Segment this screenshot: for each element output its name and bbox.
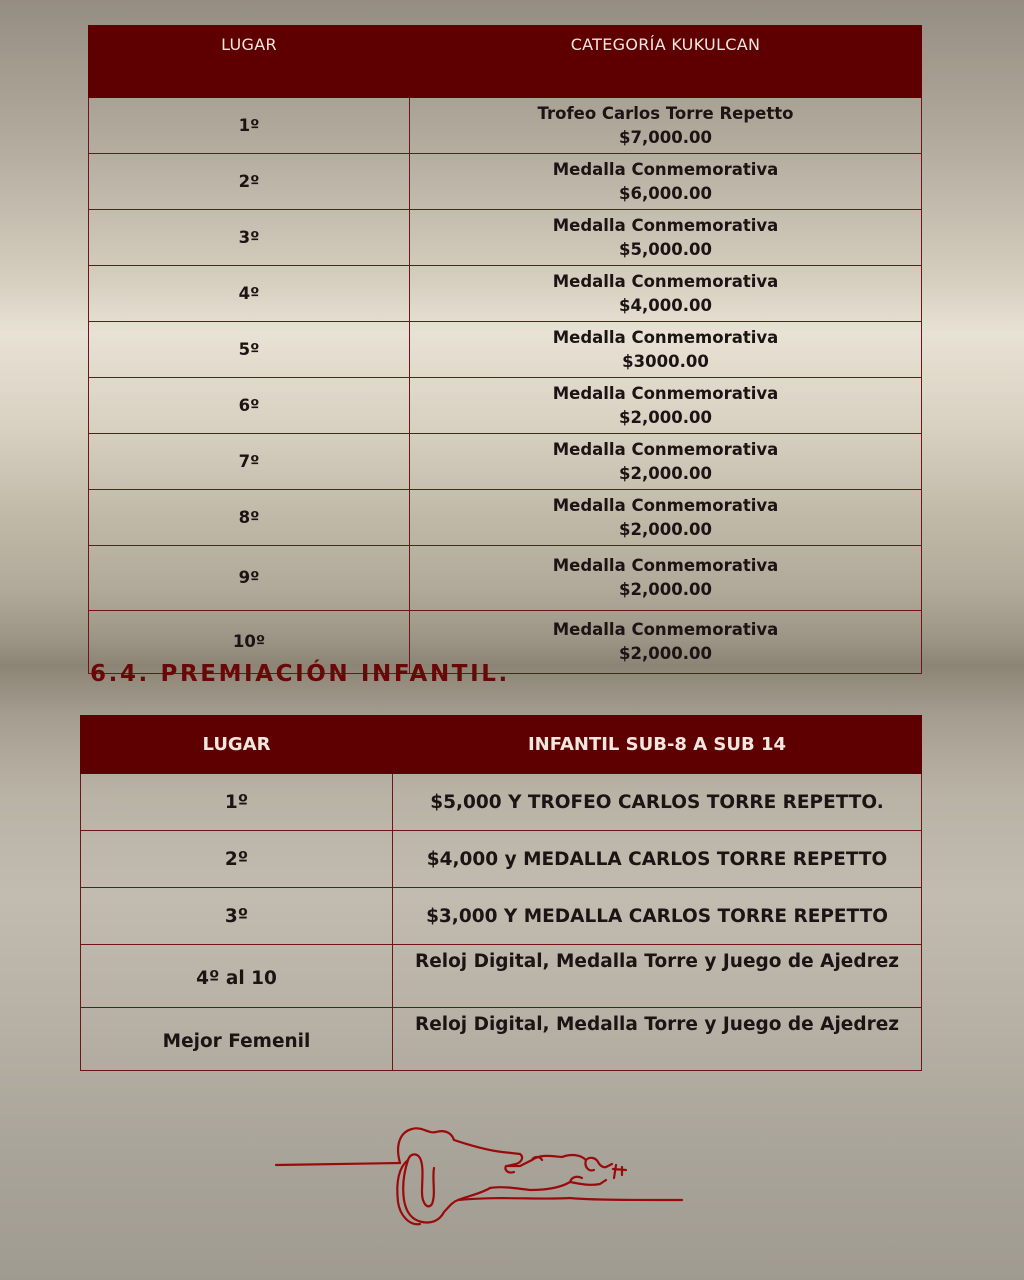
place-cell: 3º [81, 888, 393, 945]
header-lugar: LUGAR [89, 26, 410, 98]
prize-text: Medalla Conmemorativa [552, 159, 779, 179]
prize-amount: $4,000.00 [619, 295, 712, 315]
prize-amount: $2,000.00 [619, 644, 712, 663]
table-row [89, 546, 922, 611]
prize-cell: $5,000 Y TROFEO CARLOS TORRE REPETTO. [393, 774, 922, 831]
table-row [89, 322, 922, 378]
place-cell: 8º [89, 490, 410, 546]
table-header-row [89, 26, 922, 98]
section-heading: 6.4. PREMIACIÓN INFANTIL. [90, 661, 510, 687]
header-categoria: INFANTIL SUB-8 A SUB 14 [393, 716, 922, 774]
place-cell: 1º [81, 774, 393, 831]
prize-amount: $5,000.00 [619, 239, 712, 259]
prize-cell: Reloj Digital, Medalla Torre y Juego de Ajedrez [393, 1008, 922, 1071]
table-row [81, 945, 922, 1008]
place-cell: 10º [89, 611, 410, 674]
prize-cell [410, 378, 922, 434]
table-header-row [81, 716, 922, 774]
prize-cell: $3,000 Y MEDALLA CARLOS TORRE REPETTO [393, 888, 922, 945]
prize-cell: $4,000 y MEDALLA CARLOS TORRE REPETTO [393, 831, 922, 888]
prize-amount: $7,000.00 [619, 127, 712, 147]
header-categoria: CATEGORÍA KUKULCAN [410, 26, 922, 98]
place-cell: 4º al 10 [81, 945, 393, 1008]
place-cell: 6º [89, 378, 410, 434]
prize-amount: $2,000.00 [619, 519, 712, 539]
table-row [81, 774, 922, 831]
place-cell: 1º [89, 98, 410, 154]
place-cell: 9º [89, 546, 410, 611]
prize-cell [410, 490, 922, 546]
prize-cell [410, 322, 922, 378]
prize-text: Medalla Conmemorativa [552, 495, 779, 515]
prize-text: Medalla Conmemorativa [552, 556, 779, 575]
prize-amount: $3000.00 [622, 351, 709, 371]
prize-text: Medalla Conmemorativa [552, 271, 779, 291]
place-cell: 4º [89, 266, 410, 322]
place-cell: 3º [89, 210, 410, 266]
prize-cell [410, 210, 922, 266]
table-row [89, 266, 922, 322]
prize-cell [410, 98, 922, 154]
place-cell: 5º [89, 322, 410, 378]
prize-cell [410, 154, 922, 210]
prize-cell [410, 266, 922, 322]
prize-text: Medalla Conmemorativa [552, 620, 779, 639]
place-cell: 2º [89, 154, 410, 210]
table-row [89, 378, 922, 434]
prize-amount: $2,000.00 [619, 580, 712, 599]
table-row [89, 490, 922, 546]
prize-amount: $6,000.00 [619, 183, 712, 203]
prize-cell [410, 434, 922, 490]
kukulcan-prize-table [88, 25, 922, 674]
place-cell: 2º [81, 831, 393, 888]
table-row [81, 888, 922, 945]
prize-text: Medalla Conmemorativa [552, 383, 779, 403]
table-row [89, 98, 922, 154]
prize-cell [410, 546, 922, 611]
fallen-chess-king-icon [270, 1120, 690, 1232]
table-row [89, 210, 922, 266]
infantil-prize-table [80, 715, 922, 1071]
table-row [81, 831, 922, 888]
table-row [89, 154, 922, 210]
prize-text: Trofeo Carlos Torre Repetto [537, 103, 794, 123]
table-row [81, 1008, 922, 1071]
place-cell: Mejor Femenil [81, 1008, 393, 1071]
table-row [89, 434, 922, 490]
prize-amount: $2,000.00 [619, 407, 712, 427]
prize-cell: Reloj Digital, Medalla Torre y Juego de Ajedrez [393, 945, 922, 1008]
prize-text: Medalla Conmemorativa [552, 215, 779, 235]
prize-text: Medalla Conmemorativa [552, 439, 779, 459]
prize-text: Medalla Conmemorativa [552, 327, 779, 347]
prize-amount: $2,000.00 [619, 463, 712, 483]
header-lugar: LUGAR [81, 716, 393, 774]
place-cell: 7º [89, 434, 410, 490]
